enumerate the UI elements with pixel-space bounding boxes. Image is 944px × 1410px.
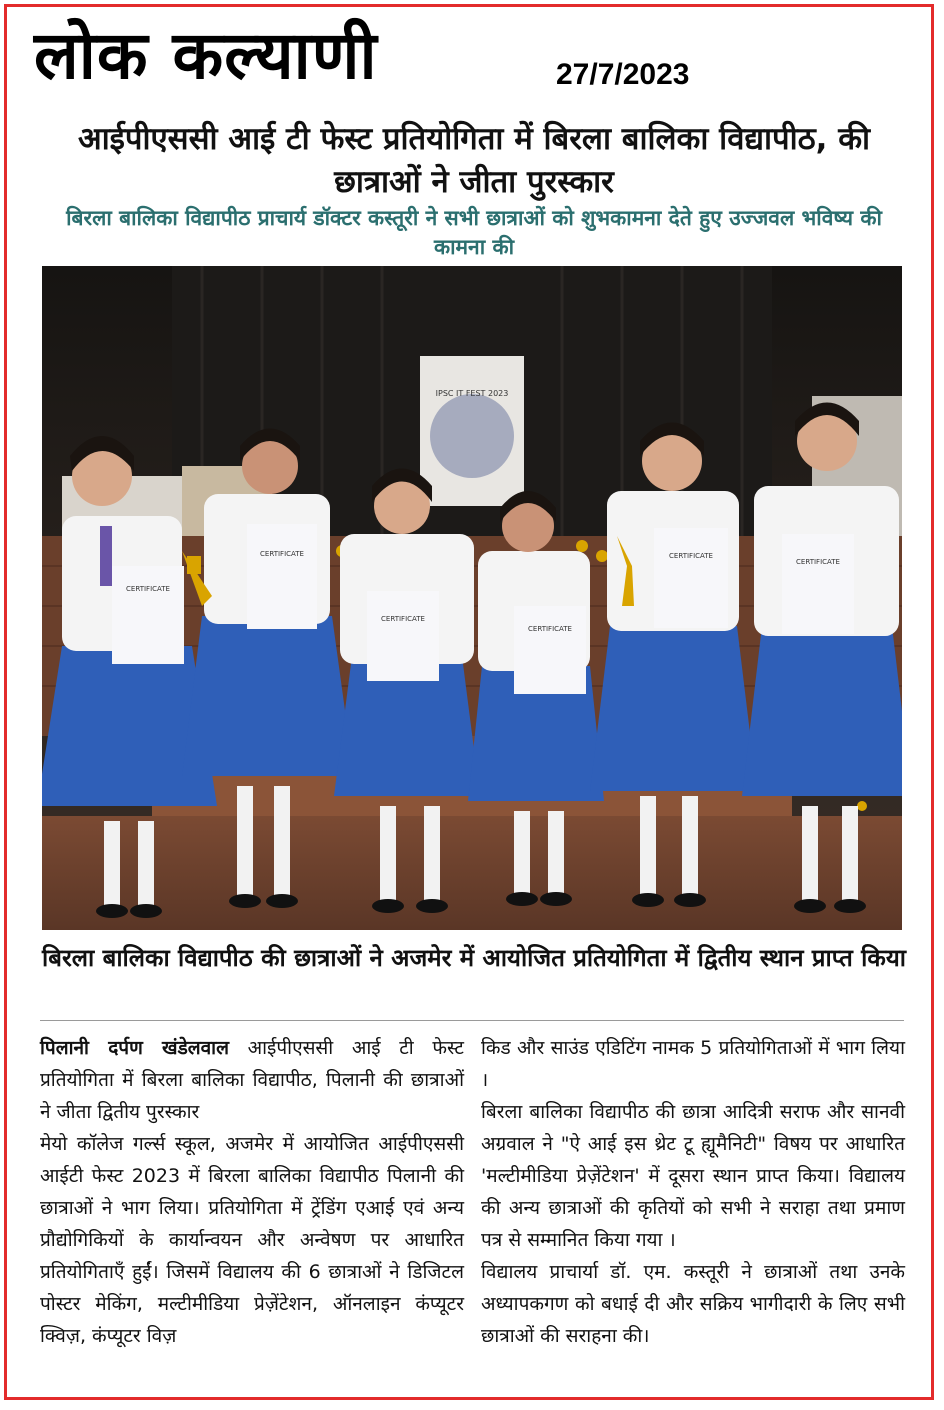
divider <box>40 1020 904 1021</box>
article-paragraph-5: विद्यालय प्राचार्या डॉ. एम. कस्तूरी ने छात्राओं तथा उनके अध्यापकगण को बधाई दी और सक्रिय भागीदारी के लिए सभी छात्राओं की सराहना की। <box>481 1261 905 1347</box>
svg-text:CERTIFICATE: CERTIFICATE <box>669 552 713 560</box>
svg-text:CERTIFICATE: CERTIFICATE <box>796 558 840 566</box>
publication-date: 27/7/2023 <box>556 58 690 91</box>
headline: आईपीएससी आई टी फेस्ट प्रतियोगिता में बिरला बालिका विद्यापीठ, की छात्राओं ने जीता पुरस्कार <box>77 121 871 200</box>
svg-text:CERTIFICATE: CERTIFICATE <box>528 625 572 633</box>
article-column-left <box>40 1032 464 1352</box>
article-paragraph-2: मेयो कॉलेज गर्ल्स स्कूल, अजमेर में आयोजित आईपीएससी आईटी फेस्ट 2023 में बिरला बालिका विद्यापीठ पिलानी की छात्राओं ने भाग लिया। प्रतियोगिता में ट्रेंडिंग एआई एवं अन्य प्रौद्योगिकियों के कार्यान्वयन और अन्वेषण पर आधारित प्रतियोगिताएँ हुईं। जिसमें विद्यालय की 6 छात्राओं ने डिजिटल पोस्टर मेकिंग, मल्टीमीडिया प्रेज़ेंटेशन, ऑनलाइन कंप्यूटर क्विज़, कंप्यूटर विज़ <box>40 1133 464 1347</box>
photo-caption: बिरला बालिका विद्यापीठ की छात्राओं ने अजमेर में आयोजित प्रतियोगिता में द्वितीय स्थान प्राप्त किया <box>42 944 906 972</box>
news-photo <box>42 266 902 930</box>
certificate-6 <box>782 534 854 634</box>
banner-text: IPSC IT FEST 2023 <box>435 389 509 398</box>
svg-text:CERTIFICATE: CERTIFICATE <box>260 550 304 558</box>
certificate-5 <box>654 528 728 628</box>
article-paragraph-4: बिरला बालिका विद्यापीठ की छात्रा आदित्री सराफ और सानवी अग्रवाल ने "ऐ आई इस थ्रेट टू ह्यूमैनिटी" विषय पर आधारित 'मल्टीमीडिया प्रेज़ेंटेशन' में दूसरा स्थान प्राप्त किया। विद्यालय की अन्य छात्राओं की कृतियों को सभी ने सराहा तथा प्रमाण पत्र से सम्मानित किया गया । <box>481 1101 905 1251</box>
article-paragraph-1: आईपीएससी आई टी फेस्ट प्रतियोगिता में बिरला बालिका विद्यापीठ, पिलानी की छात्राओं ने जीता द्वितीय पुरस्कार <box>40 1037 464 1123</box>
article-column-right <box>481 1032 905 1352</box>
certificate-2 <box>247 524 317 629</box>
article-paragraph-3: किड और साउंड एडिटिंग नामक 5 प्रतियोगिताओं में भाग लिया । <box>481 1037 905 1091</box>
newspaper-masthead: लोक कल्याणी <box>34 17 378 94</box>
article-lead <box>40 1032 464 1128</box>
svg-text:CERTIFICATE: CERTIFICATE <box>381 615 425 623</box>
event-banner <box>420 356 524 506</box>
certificate-3 <box>367 591 439 681</box>
subheadline: बिरला बालिका विद्यापीठ प्राचार्य डॉक्टर कस्तूरी ने सभी छात्राओं को शुभकामना देते हुए उज्जवल भविष्य की कामना की <box>66 206 882 259</box>
svg-text:CERTIFICATE: CERTIFICATE <box>126 585 170 593</box>
byline: पिलानी दर्पण खंडेलवाल <box>40 1037 229 1059</box>
certificate-4 <box>514 606 586 694</box>
certificate-1 <box>112 566 184 664</box>
photo-illustration <box>42 266 902 930</box>
